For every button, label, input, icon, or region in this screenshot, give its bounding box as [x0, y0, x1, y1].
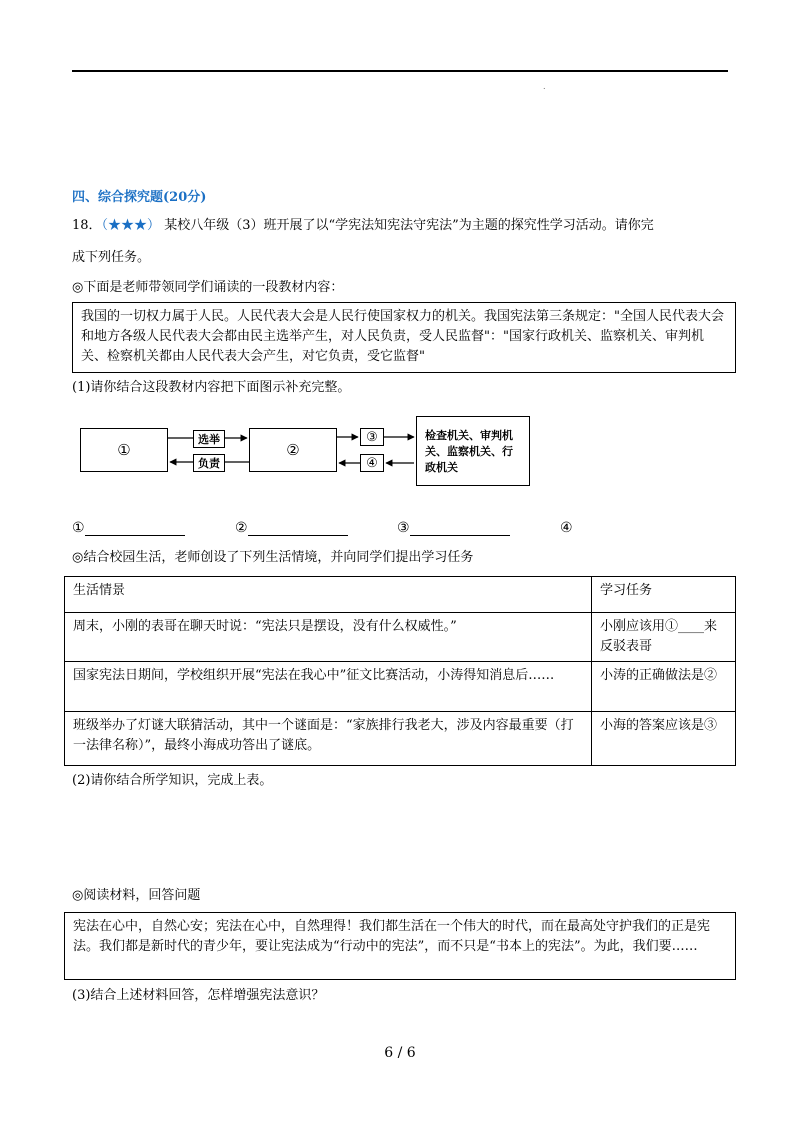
part2-instruction: (2)请你结合所学知识，完成上表。: [72, 773, 273, 788]
answer-blank-3[interactable]: ③: [397, 520, 510, 536]
table-header-cell: 生活情景: [65, 577, 592, 613]
elect-label: 选举: [193, 430, 225, 448]
table-row: [65, 712, 736, 766]
diagram-box-3: ③: [360, 428, 384, 446]
table-cell: 国家宪法日期间，学校组织开展“宪法在我心中”征文比赛活动，小涛得知消息后……: [65, 662, 592, 712]
question-stem-line1: 某校八年级（3）班开展了以“学宪法知宪法守宪法”为主题的探究性学习活动。请你完: [164, 218, 654, 233]
part3-material-box: 宪法在心中，自然心安；宪法在心中，自然理得！我们都生活在一个伟大的时代，而在最高处守护我们的正是宪法。我们都是新时代的青少年，要让宪法成为“行动中的宪法”，而不只是“书本上的宪法”。为此，我们要……: [64, 912, 736, 980]
section-title: 四、综合探究题(20分): [72, 190, 207, 205]
part3-instruction: (3)结合上述材料回答，怎样增强宪法意识？: [72, 988, 325, 1003]
part1-material-box: 我国的一切权力属于人民。人民代表大会是人民行使国家权力的机关。我国宪法第三条规定："全国人民代表大会和地方各级人民代表大会都由民主选举产生，对人民负责，受人民监督"："国家行政机关、监察机关、审判机关、检察机关都由人民代表大会产生，对它负责，受它监督": [72, 302, 736, 373]
part1-instruction: (1)请你结合这段教材内容把下面图示补充完整。: [72, 380, 351, 395]
table-cell: 小涛的正确做法是②: [592, 662, 736, 712]
header-mark: .: [543, 82, 546, 91]
table-cell: 周末，小刚的表哥在聊天时说：“宪法只是摆设，没有什么权威性。”: [65, 613, 592, 662]
question-stem-line2: 成下列任务。: [72, 250, 151, 265]
answer-blank-4[interactable]: ④: [560, 520, 573, 536]
diagram-box-1: ①: [80, 428, 168, 472]
table-row: [65, 662, 736, 712]
table-header-cell: 学习任务: [592, 577, 736, 613]
answer-blank-2[interactable]: ②: [235, 520, 348, 536]
responsible-label: 负责: [193, 454, 225, 472]
part2-intro: ◎结合校园生活，老师创设了下列生活情境，并向同学们提出学习任务: [72, 550, 474, 565]
table-cell: 班级举办了灯谜大联猜活动，其中一个谜面是：“家族排行我老大，涉及内容最重要（打一法律名称）”，最终小海成功答出了谜底。: [65, 712, 592, 766]
page-number: 6 / 6: [384, 1045, 416, 1061]
diagram-agencies-box: 检查机关、审判机关、监察机关、行政机关: [416, 416, 530, 486]
table-cell: 小刚应该用①____来反驳表哥: [592, 613, 736, 662]
diagram-arrows: [0, 0, 800, 520]
diagram-box-4: ④: [360, 454, 384, 472]
table-header-row: [65, 577, 736, 613]
table-row: [65, 613, 736, 662]
difficulty-stars: （★★★）: [101, 218, 161, 233]
question-number: 18．: [72, 218, 102, 233]
part3-intro: ◎阅读材料，回答问题: [72, 888, 201, 903]
answer-blank-1[interactable]: ①: [72, 520, 185, 536]
table-cell: 小海的答案应该是③: [592, 712, 736, 766]
diagram-box-2: ②: [249, 428, 337, 472]
task-table: [64, 576, 736, 766]
part1-intro: ◎下面是老师带领同学们诵读的一段教材内容：: [72, 280, 344, 295]
